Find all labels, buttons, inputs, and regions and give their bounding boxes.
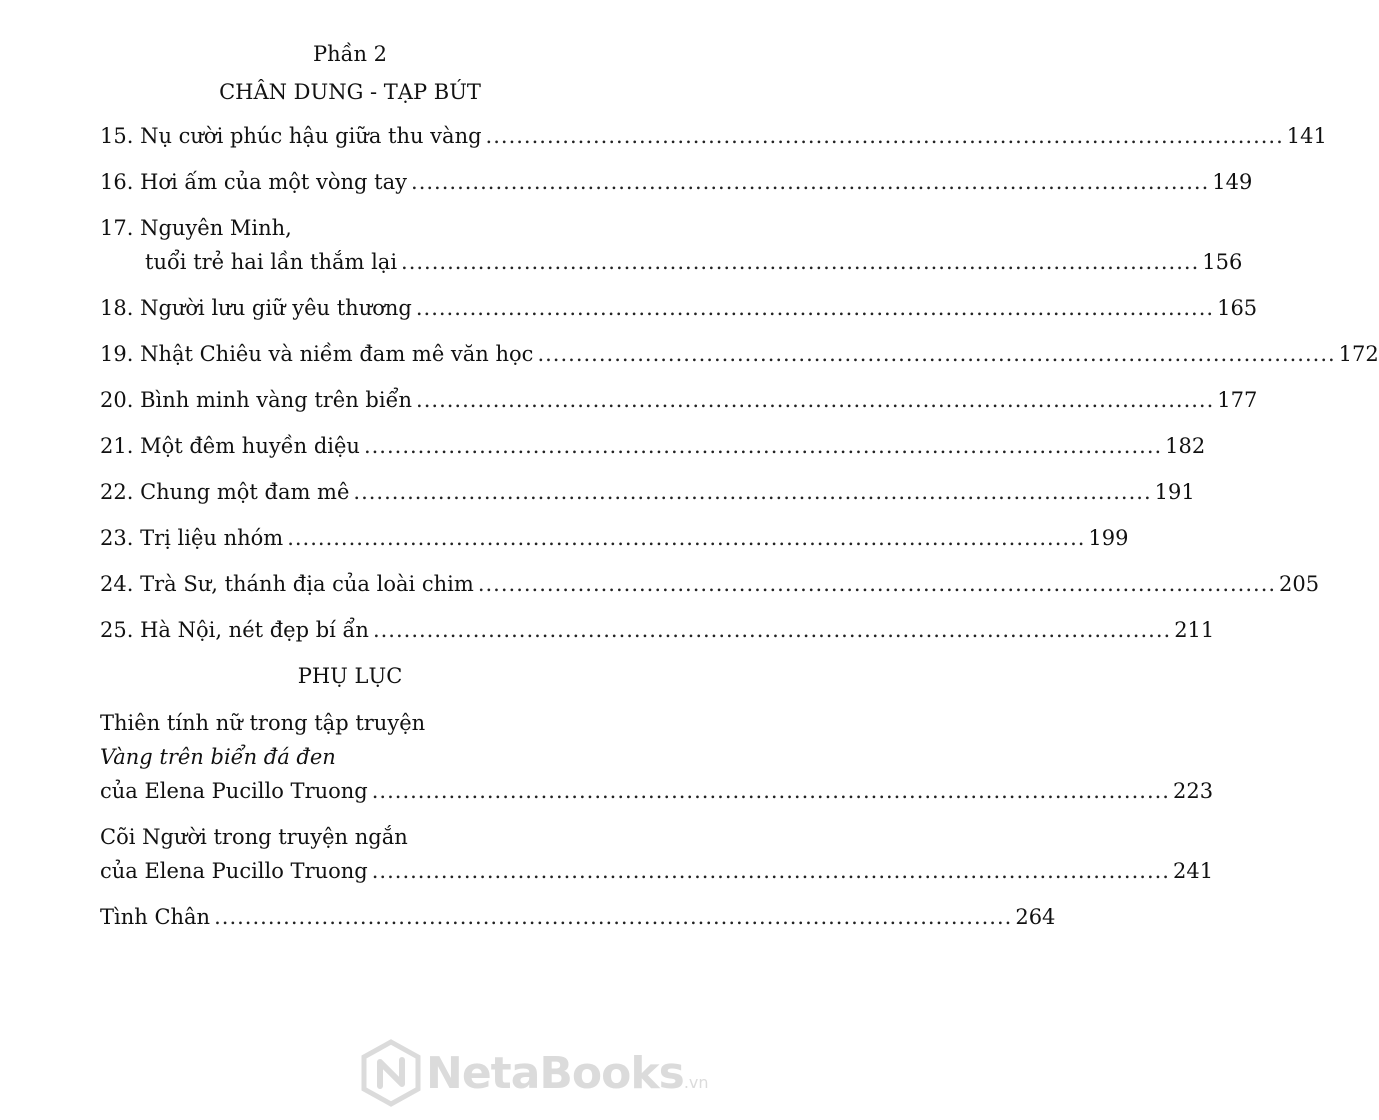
- section-title: CHÂN DUNG - TẠP BÚT: [219, 80, 481, 104]
- toc-entry-title: 21. Một đêm huyền diệu: [100, 434, 360, 458]
- toc-entry-title-line1: 17. Nguyên Minh,: [100, 216, 292, 240]
- toc-entry-page: 199: [1088, 526, 1129, 550]
- toc-entry-page: 241: [1172, 859, 1214, 883]
- toc-entry-title: 16. Hơi ấm của một vòng tay: [100, 170, 408, 194]
- toc-entry: [145, 250, 1243, 274]
- watermark-brand: NetaBooks: [426, 1047, 684, 1099]
- toc-entry-page: 141: [1286, 124, 1327, 148]
- toc-entry: [100, 618, 1215, 642]
- toc-entry-title: 20. Bình minh vàng trên biển: [100, 388, 413, 412]
- toc-entry: [100, 526, 1129, 550]
- dot-leader: ........................................................................................................: [287, 526, 1086, 550]
- toc-entry-page: 191: [1154, 480, 1195, 504]
- toc-entry-title: 23. Trị liệu nhóm: [100, 526, 284, 550]
- dot-leader: ........................................................................................................: [411, 170, 1210, 194]
- toc-entry: [100, 480, 1195, 504]
- dot-leader: ........................................................................................................: [537, 342, 1336, 366]
- toc-entry-page: 177: [1217, 388, 1258, 412]
- toc-entry: [100, 170, 1253, 194]
- appendix-entry-line1: Cõi Người trong truyện ngắn: [100, 825, 408, 849]
- toc-entry-page: 182: [1165, 434, 1206, 458]
- toc-entry-page: 205: [1279, 572, 1320, 596]
- netabooks-watermark: [360, 1038, 709, 1108]
- dot-leader: ........................................................................................................: [353, 480, 1152, 504]
- toc-entry: [100, 296, 1258, 320]
- dot-leader: ........................................................................................................: [371, 779, 1170, 803]
- dot-leader: ........................................................................................................: [477, 572, 1277, 596]
- toc-entry-page: 165: [1217, 296, 1258, 320]
- toc-entry-page: 223: [1172, 779, 1214, 803]
- toc-entry-page: 211: [1174, 618, 1215, 642]
- toc-entry: [100, 905, 1056, 929]
- dot-leader: ........................................................................................................: [415, 296, 1215, 320]
- dot-leader: ........................................................................................................: [214, 905, 1013, 929]
- toc-entry: [100, 434, 1206, 458]
- appendix-entry-italic-title: Vàng trên biển đá đen: [100, 745, 336, 769]
- toc-entry: [100, 572, 1320, 596]
- toc-entry-page: 172: [1338, 342, 1379, 366]
- toc-entry-title: 15. Nụ cười phúc hậu giữa thu vàng: [100, 124, 482, 148]
- toc-entry-page: 149: [1212, 170, 1253, 194]
- toc-entry-page: 156: [1202, 250, 1243, 274]
- toc-entry-title: của Elena Pucillo Truong: [100, 859, 368, 883]
- appendix-entry-line1: Thiên tính nữ trong tập truyện: [100, 711, 426, 735]
- toc-entry-page: 264: [1015, 905, 1056, 929]
- toc-entry: [100, 859, 1214, 883]
- toc-entry-title: 24. Trà Sư, thánh địa của loài chim: [100, 572, 474, 596]
- toc-entry: [100, 388, 1258, 412]
- toc-entry: [100, 779, 1214, 803]
- part-label: Phần 2: [312, 42, 388, 66]
- toc-entry-title: 19. Nhật Chiêu và niềm đam mê văn học: [100, 342, 534, 366]
- dot-leader: ........................................................................................................: [363, 434, 1163, 458]
- toc-entry: [100, 342, 1379, 366]
- dot-leader: ........................................................................................................: [416, 388, 1215, 412]
- toc-entry-title: 25. Hà Nội, nét đẹp bí ẩn: [100, 618, 369, 642]
- toc-entry-title: 22. Chung một đam mê: [100, 480, 350, 504]
- dot-leader: ........................................................................................................: [401, 250, 1200, 274]
- toc-entry: [100, 124, 1327, 148]
- toc-entry-title: của Elena Pucillo Truong: [100, 779, 368, 803]
- watermark-suffix: .vn: [683, 1073, 709, 1092]
- toc-entry-title: 18. Người lưu giữ yêu thương: [100, 296, 412, 320]
- dot-leader: ........................................................................................................: [372, 618, 1172, 642]
- appendix-title: PHỤ LỤC: [297, 664, 403, 688]
- dot-leader: ........................................................................................................: [485, 124, 1284, 148]
- toc-entry-title: Tình Chân: [100, 905, 211, 929]
- toc-entry-title: tuổi trẻ hai lần thắm lại: [145, 250, 398, 274]
- netabooks-logo-icon: [360, 1040, 422, 1106]
- dot-leader: ........................................................................................................: [371, 859, 1170, 883]
